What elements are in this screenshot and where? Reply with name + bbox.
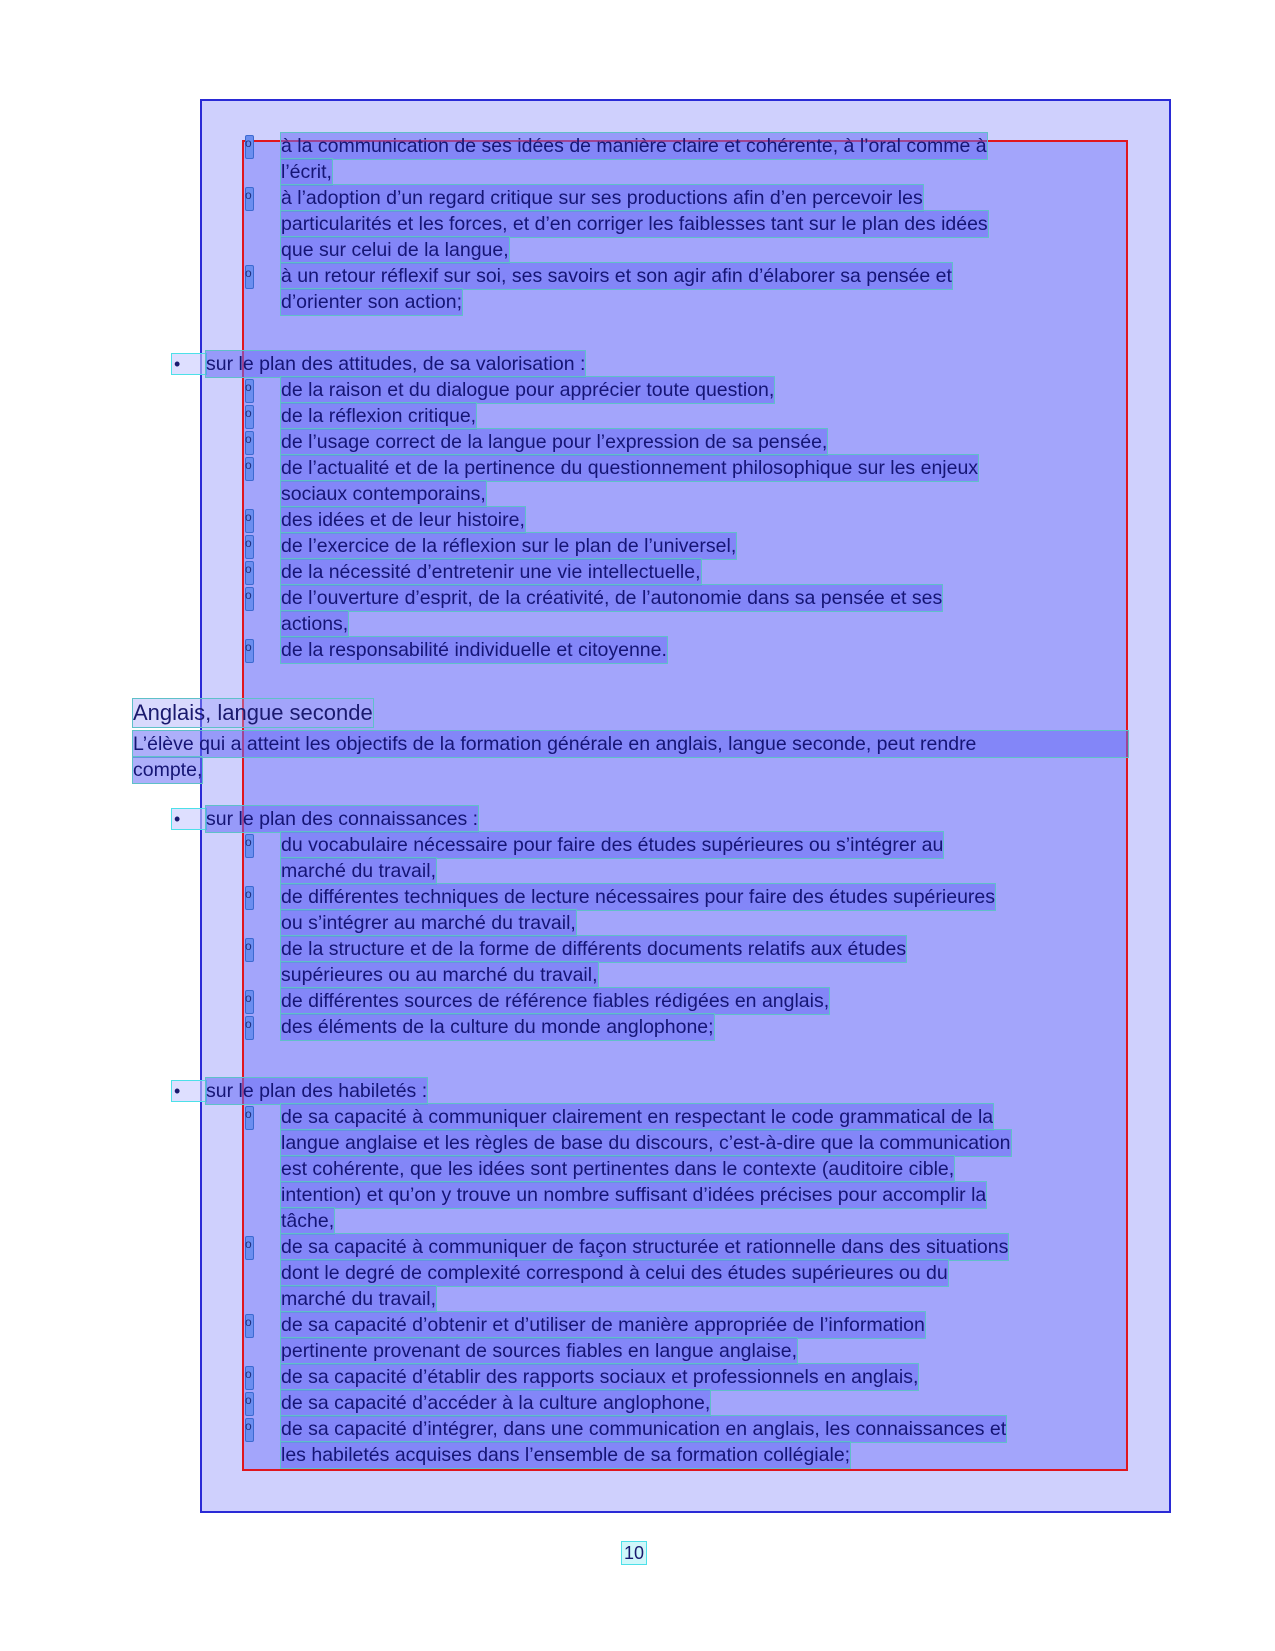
list-item-line: de différentes techniques de lecture nécessaires pour faire des études supérieures bbox=[281, 886, 995, 908]
list-item-line: est cohérente, que les idées sont pertinentes dans le contexte (auditoire cible, bbox=[281, 1158, 955, 1180]
sub-bullet: o bbox=[245, 1236, 254, 1260]
intro-line-1: L’élève qui a atteint les objectifs de la formation générale en anglais, langue seconde, peut rendre bbox=[133, 731, 1128, 757]
list-item-line: à l’adoption d’un regard critique sur ses productions afin d’en percevoir les bbox=[281, 187, 923, 209]
page-number: 10 bbox=[624, 1543, 645, 1563]
list-item-line: actions, bbox=[281, 613, 349, 635]
bullet-attitudes: • bbox=[171, 353, 207, 375]
list-item-line: de sa capacité d’établir des rapports sociaux et professionnels en anglais, bbox=[281, 1366, 919, 1388]
list-item-line: de la nécessité d’entretenir une vie intellectuelle, bbox=[281, 561, 701, 583]
sub-bullet: o bbox=[245, 457, 254, 481]
list-item-line: tâche, bbox=[281, 1210, 335, 1232]
list-item-line: d’orienter son action; bbox=[281, 291, 463, 313]
list-item-line: du vocabulaire nécessaire pour faire des études supérieures ou s’intégrer au bbox=[281, 834, 944, 856]
list-item-line: que sur celui de la langue, bbox=[281, 239, 509, 261]
list-item-line: à la communication de ses idées de manière claire et cohérente, à l’oral comme à bbox=[281, 135, 987, 157]
sub-bullet: o bbox=[245, 990, 254, 1014]
sub-bullet: o bbox=[245, 405, 254, 429]
intro-line-2: compte, bbox=[133, 759, 203, 781]
list-item-line: particularités et les forces, et d’en corriger les faiblesses tant sur le plan des idées bbox=[281, 213, 988, 235]
list-item-line: supérieures ou au marché du travail, bbox=[281, 964, 598, 986]
sub-bullet: o bbox=[245, 1418, 254, 1442]
list-item-line: de la responsabilité individuelle et citoyenne. bbox=[281, 639, 667, 661]
sub-bullet: o bbox=[245, 1314, 254, 1338]
list-item-line: de l’usage correct de la langue pour l’expression de sa pensée, bbox=[281, 431, 828, 453]
list-item-line: intention) et qu’on y trouve un nombre suffisant d’idées précises pour accomplir la bbox=[281, 1184, 987, 1206]
list-item-line: de différentes sources de référence fiables rédigées en anglais, bbox=[281, 990, 830, 1012]
sub-bullet: o bbox=[245, 938, 254, 962]
sub-bullet: o bbox=[245, 587, 254, 611]
sub-bullet: o bbox=[245, 1366, 254, 1390]
sub-bullet: o bbox=[245, 1106, 254, 1130]
section-title: Anglais, langue seconde bbox=[133, 700, 373, 725]
sub-bullet: o bbox=[245, 561, 254, 585]
list-item-line: marché du travail, bbox=[281, 860, 436, 882]
list-item-line: de l’ouverture d’esprit, de la créativité, de l’autonomie dans sa pensée et ses bbox=[281, 587, 943, 609]
list-item-line: pertinente provenant de sources fiables en langue anglaise, bbox=[281, 1340, 798, 1362]
list-item-line: marché du travail, bbox=[281, 1288, 436, 1310]
sub-bullet: o bbox=[245, 379, 254, 403]
knowledge-heading: sur le plan des connaissances : bbox=[206, 808, 479, 830]
list-item-line: l’écrit, bbox=[281, 161, 332, 183]
list-item-line: de sa capacité d’obtenir et d’utiliser de manière appropriée de l’information bbox=[281, 1314, 925, 1336]
sub-bullet: o bbox=[245, 886, 254, 910]
sub-bullet: o bbox=[245, 1016, 254, 1040]
list-item-line: de sa capacité d’intégrer, dans une communication en anglais, les connaissances et bbox=[281, 1418, 1007, 1440]
sub-bullet: o bbox=[245, 431, 254, 455]
list-item-line: de sa capacité à communiquer clairement en respectant le code grammatical de la bbox=[281, 1106, 994, 1128]
bullet-skills: • bbox=[171, 1080, 207, 1102]
list-item-line: ou s’intégrer au marché du travail, bbox=[281, 912, 576, 934]
list-item-line: de la raison et du dialogue pour apprécier toute question, bbox=[281, 379, 775, 401]
sub-bullet: o bbox=[245, 535, 254, 559]
list-item-line: des idées et de leur histoire, bbox=[281, 509, 525, 531]
list-item-line: à un retour réflexif sur soi, ses savoirs et son agir afin d’élaborer sa pensée et bbox=[281, 265, 952, 287]
list-item-line: de la réflexion critique, bbox=[281, 405, 477, 427]
sub-bullet: o bbox=[245, 834, 254, 858]
list-item-line: de sa capacité d’accéder à la culture anglophone, bbox=[281, 1392, 711, 1414]
list-item-line: des éléments de la culture du monde anglophone; bbox=[281, 1016, 714, 1038]
sub-bullet: o bbox=[245, 135, 254, 159]
sub-bullet: o bbox=[245, 265, 254, 289]
list-item-line: dont le degré de complexité correspond à celui des études supérieures ou du bbox=[281, 1262, 948, 1284]
list-item-line: les habiletés acquises dans l’ensemble de sa formation collégiale; bbox=[281, 1444, 851, 1466]
list-item-line: de l’actualité et de la pertinence du questionnement philosophique sur les enjeux bbox=[281, 457, 979, 479]
attitudes-heading: sur le plan des attitudes, de sa valorisation : bbox=[206, 353, 586, 375]
sub-bullet: o bbox=[245, 187, 254, 211]
sub-bullet: o bbox=[245, 509, 254, 533]
sub-bullet: o bbox=[245, 1392, 254, 1416]
list-item-line: langue anglaise et les règles de base du discours, c’est-à-dire que la communication bbox=[281, 1132, 1011, 1154]
list-item-line: de sa capacité à communiquer de façon structurée et rationnelle dans des situations bbox=[281, 1236, 1009, 1258]
list-item-line: de la structure et de la forme de différents documents relatifs aux études bbox=[281, 938, 907, 960]
bullet-knowledge: • bbox=[171, 808, 207, 830]
skills-heading: sur le plan des habiletés : bbox=[206, 1080, 428, 1102]
list-item-line: sociaux contemporains, bbox=[281, 483, 486, 505]
list-item-line: de l’exercice de la réflexion sur le plan de l’universel, bbox=[281, 535, 737, 557]
sub-bullet: o bbox=[245, 639, 254, 663]
